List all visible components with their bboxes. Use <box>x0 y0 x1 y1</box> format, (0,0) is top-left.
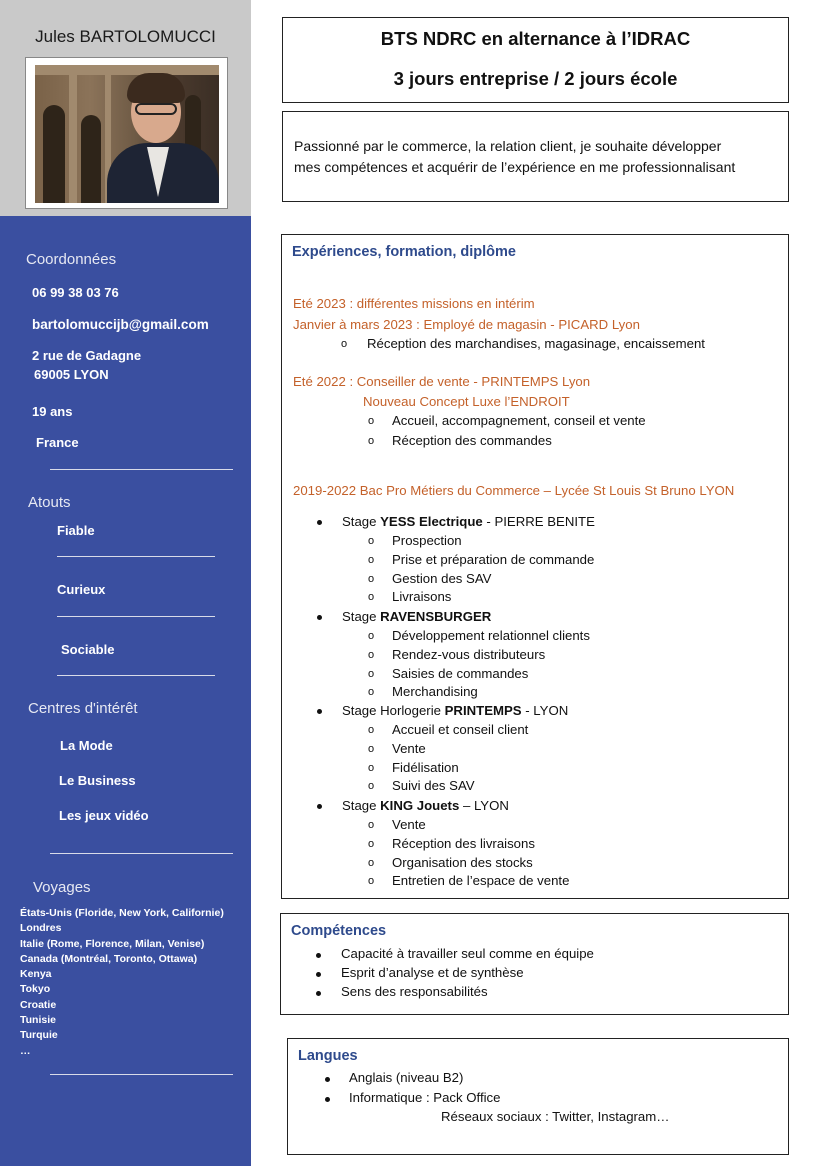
competences-box <box>280 913 789 1015</box>
circle-bullet-icon: o <box>368 435 375 447</box>
stage-task: Saisies de commandes <box>392 666 529 681</box>
intro-line: mes compétences et acquérir de l’expérience en me professionnalisant <box>294 159 736 175</box>
atout-item: Fiable <box>57 523 95 538</box>
phone: 06 99 38 03 76 <box>32 285 119 300</box>
education-entry: 2019-2022 Bac Pro Métiers du Commerce – Lycée St Louis St Bruno LYON <box>293 483 735 498</box>
atout-item: Sociable <box>61 642 115 657</box>
intro-box <box>282 111 789 202</box>
experiences-box <box>281 234 789 899</box>
stage-task: Fidélisation <box>392 760 459 775</box>
interets-heading: Centres d'intérêt <box>28 700 138 717</box>
stage-task: Organisation des stocks <box>392 855 533 870</box>
langue-item: Anglais (niveau B2) <box>349 1070 464 1085</box>
profile-photo-frame <box>25 57 228 209</box>
experiences-heading: Expériences, formation, diplôme <box>292 244 516 260</box>
address-line2: 69005 LYON <box>34 367 109 382</box>
stage-task: Développement relationnel clients <box>392 628 590 643</box>
stage-task: Vente <box>392 817 426 832</box>
stage-task: Suivi des SAV <box>392 778 475 793</box>
experience-entry: Eté 2022 : Conseiller de vente - PRINTEMPS Lyon <box>293 374 591 389</box>
email: bartolomuccijb@gmail.com <box>32 317 209 332</box>
circle-bullet-icon: o <box>368 838 375 850</box>
stage-task: Réception des livraisons <box>392 836 535 851</box>
circle-bullet-icon: o <box>368 857 375 869</box>
circle-bullet-icon: o <box>368 554 375 566</box>
circle-bullet-icon: o <box>341 338 348 350</box>
langue-item-sub: Réseaux sociaux : Twitter, Instagram… <box>441 1109 670 1124</box>
langues-box <box>287 1038 789 1155</box>
divider <box>57 616 215 617</box>
bullet-icon <box>317 615 322 620</box>
circle-bullet-icon: o <box>368 875 375 887</box>
langue-item: Informatique : Pack Office <box>349 1090 501 1105</box>
circle-bullet-icon: o <box>368 819 375 831</box>
intro-text <box>294 136 735 178</box>
sidebar-header <box>0 0 251 216</box>
stage-task: Livraisons <box>392 589 452 604</box>
experience-task: Réception des commandes <box>392 433 552 448</box>
circle-bullet-icon: o <box>368 415 375 427</box>
circle-bullet-icon: o <box>368 762 375 774</box>
bullet-icon <box>325 1097 330 1102</box>
experience-task: Réception des marchandises, magasinage, encaissement <box>367 336 705 351</box>
divider <box>50 1074 233 1075</box>
competence-item: Sens des responsabilités <box>341 984 488 999</box>
stage-task: Merchandising <box>392 684 478 699</box>
title-line1: BTS NDRC en alternance à l’IDRAC <box>380 28 691 49</box>
stage-title: Stage RAVENSBURGER <box>342 609 492 624</box>
bullet-icon <box>325 1077 330 1082</box>
atouts-heading: Atouts <box>28 494 71 511</box>
stage-task: Prise et préparation de commande <box>392 552 595 567</box>
voyage-item: Tokyo <box>20 983 51 996</box>
bullet-icon <box>317 804 322 809</box>
competences-heading: Compétences <box>291 923 387 939</box>
circle-bullet-icon: o <box>368 535 375 547</box>
interet-item: La Mode <box>60 738 113 753</box>
experience-entry-sub: Nouveau Concept Luxe l’ENDROIT <box>363 394 570 409</box>
circle-bullet-icon: o <box>368 573 375 585</box>
voyages-heading: Voyages <box>33 879 91 896</box>
coordonnees-heading: Coordonnées <box>26 251 117 268</box>
stage-task: Entretien de l’espace de vente <box>392 873 570 888</box>
stage-task: Rendez-vous distributeurs <box>392 647 546 662</box>
title-box <box>282 17 789 103</box>
circle-bullet-icon: o <box>368 780 375 792</box>
title-line2: 3 jours entreprise / 2 jours école <box>393 68 678 89</box>
divider <box>57 675 215 676</box>
intro-line: Passionné par le commerce, la relation client, je souhaite développer <box>294 138 722 154</box>
stage-title: Stage YESS Electrique - PIERRE BENITE <box>342 514 595 529</box>
circle-bullet-icon: o <box>368 743 375 755</box>
bullet-icon <box>316 953 321 958</box>
voyage-item: Canada (Montréal, Toronto, Ottawa) <box>20 952 198 965</box>
competence-item: Capacité à travailler seul comme en équipe <box>341 946 594 961</box>
voyage-item: Tunisie <box>20 1014 56 1027</box>
country: France <box>36 435 79 450</box>
stage-task: Vente <box>392 741 426 756</box>
bullet-icon <box>316 972 321 977</box>
sidebar <box>0 0 251 1166</box>
circle-bullet-icon: o <box>368 591 375 603</box>
address-line1: 2 rue de Gadagne <box>32 348 142 363</box>
profile-photo <box>35 65 219 203</box>
age: 19 ans <box>32 404 73 419</box>
langues-heading: Langues <box>298 1048 358 1064</box>
voyage-item: Turquie <box>20 1029 58 1042</box>
interet-item: Le Business <box>59 773 136 788</box>
experience-entry: Janvier à mars 2023 : Employé de magasin - PICARD Lyon <box>293 317 640 332</box>
voyage-item: États-Unis (Floride, New York, Californie) <box>20 907 224 919</box>
voyage-item: Londres <box>20 922 62 935</box>
stage-title: Stage Horlogerie PRINTEMPS - LYON <box>342 703 569 718</box>
experience-task: Accueil, accompagnement, conseil et vente <box>392 413 646 428</box>
voyage-item: Italie (Rome, Florence, Milan, Venise) <box>20 937 205 950</box>
bullet-icon <box>317 709 322 714</box>
divider <box>50 853 233 854</box>
voyage-item: … <box>20 1044 31 1057</box>
circle-bullet-icon: o <box>368 686 375 698</box>
circle-bullet-icon: o <box>368 649 375 661</box>
voyages-list <box>20 906 224 1059</box>
divider <box>57 556 215 557</box>
voyage-item: Croatie <box>20 998 57 1011</box>
bullet-icon <box>317 520 322 525</box>
stage-title: Stage KING Jouets – LYON <box>342 798 509 813</box>
stage-task: Gestion des SAV <box>392 571 492 586</box>
experience-entry: Eté 2023 : différentes missions en intérim <box>293 296 535 311</box>
stage-task: Prospection <box>392 533 462 548</box>
competence-item: Esprit d’analyse et de synthèse <box>341 965 524 980</box>
circle-bullet-icon: o <box>368 630 375 642</box>
candidate-name: Jules BARTOLOMUCCI <box>35 27 216 46</box>
circle-bullet-icon: o <box>368 724 375 736</box>
bullet-icon <box>316 991 321 996</box>
divider <box>50 469 233 470</box>
circle-bullet-icon: o <box>368 668 375 680</box>
atout-item: Curieux <box>57 582 106 597</box>
interet-item: Les jeux vidéo <box>59 808 149 823</box>
stage-task: Accueil et conseil client <box>392 722 529 737</box>
voyage-item: Kenya <box>20 968 52 981</box>
